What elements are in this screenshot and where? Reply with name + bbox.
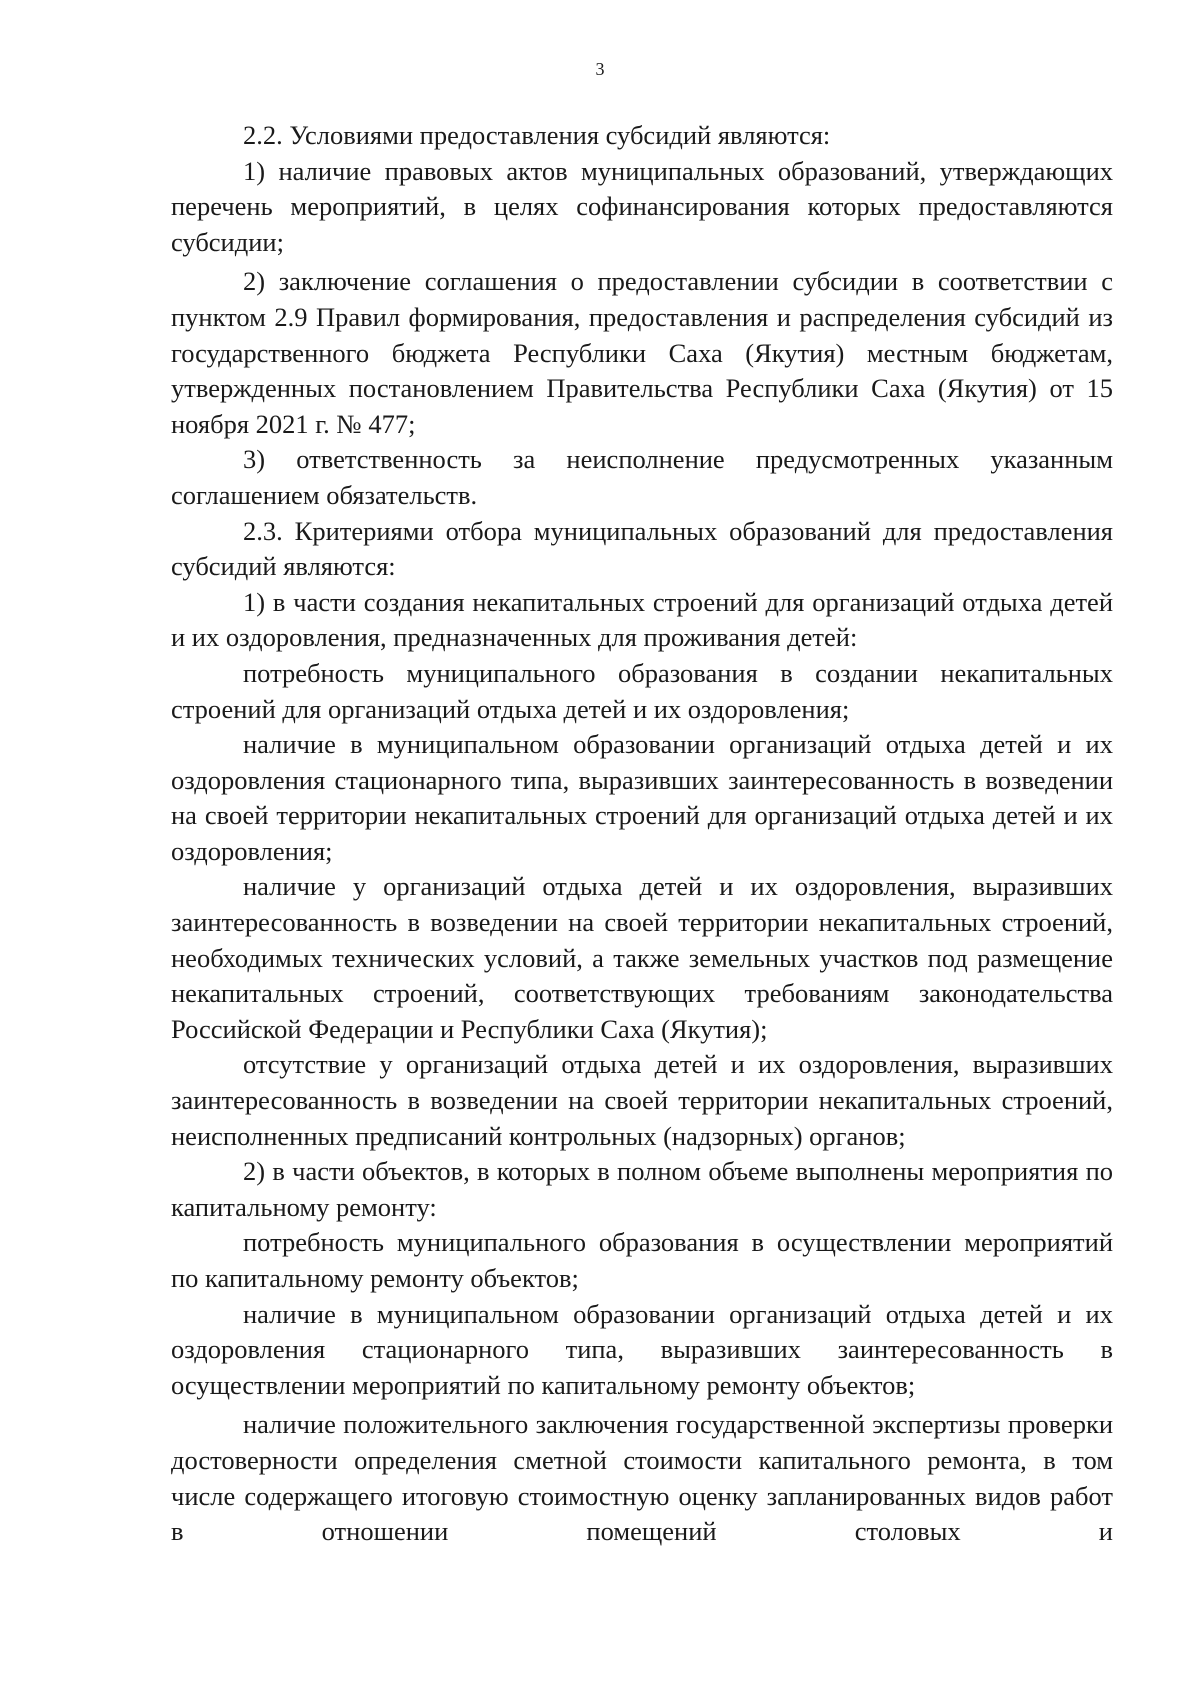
- document-body: [171, 118, 1113, 1550]
- paragraph-criteria-2-need: потребность муниципального образования в осуществлении мероприятий по капитальному ремонту объектов;: [171, 1227, 1113, 1293]
- paragraph-criteria-2: 2) в части объектов, в которых в полном объеме выполнены мероприятия по капитальному ремонту:: [171, 1156, 1113, 1222]
- paragraph-condition-2: 2) заключение соглашения о предоставлении субсидии в соответствии с пунктом 2.9 Правил формирования, предоставления и распределения субсидий из государственного бюджета Республики Саха (Якутия) местным бюджетам, утвержденных постановлением Правительства Республики Саха (Якутия) от 15 ноября 2021 г. № 477;: [171, 266, 1113, 439]
- paragraph-condition-3: 3) ответственность за неисполнение предусмотренных указанным соглашением обязательств.: [171, 444, 1113, 510]
- paragraph-2-3-criteria: 2.3. Критериями отбора муниципальных образований для предоставления субсидий являются:: [171, 515, 1113, 582]
- paragraph-criteria-1-need: потребность муниципального образования в создании некапитальных строений для организаций отдыха детей и их оздоровления;: [171, 657, 1113, 724]
- paragraph-criteria-1-conditions: наличие у организаций отдыха детей и их оздоровления, выразивших заинтересованность в возведении на своей территории некапитальных строений, необходимых технических условий, а также земельных участков под размещение некапитальных строений, соответствующих требованиям законодательства Российской Федерации и Республики Саха (Якутия);: [171, 871, 1113, 1044]
- paragraph-condition-1: 1) наличие правовых актов муниципальных образований, утверждающих перечень мероприятий, в целях софинансирования которых предоставляются субсидии;: [171, 155, 1113, 257]
- paragraph-criteria-1-no-violations: отсутствие у организаций отдыха детей и их оздоровления, выразивших заинтересованность в возведении на своей территории некапитальных строений, неисполненных предписаний контрольных (надзорных) органов;: [171, 1049, 1113, 1151]
- paragraph-criteria-2-organizations: наличие в муниципальном образовании организаций отдыха детей и их оздоровления стационарного типа, выразивших заинтересованность в осуществлении мероприятий по капитальному ремонту объектов;: [171, 1298, 1113, 1400]
- paragraph-criteria-1: 1) в части создания некапитальных строений для организаций отдыха детей и их оздоровления, предназначенных для проживания детей:: [171, 586, 1113, 653]
- paragraph-criteria-2-expertise: наличие положительного заключения государственной экспертизы проверки достоверности определения сметной стоимости капитального ремонта, в том числе содержащего итоговую стоимостную оценку запланированных видов работ в отношении помещений столовых и: [171, 1409, 1113, 1547]
- page-number: 3: [595, 59, 605, 79]
- paragraph-2-2-conditions: 2.2. Условиями предоставления субсидий являются:: [243, 120, 831, 150]
- paragraph-criteria-1-organizations: наличие в муниципальном образовании организаций отдыха детей и их оздоровления стационарного типа, выразивших заинтересованность в возведении на своей территории некапитальных строений для организаций отдыха детей и их оздоровления;: [171, 729, 1113, 866]
